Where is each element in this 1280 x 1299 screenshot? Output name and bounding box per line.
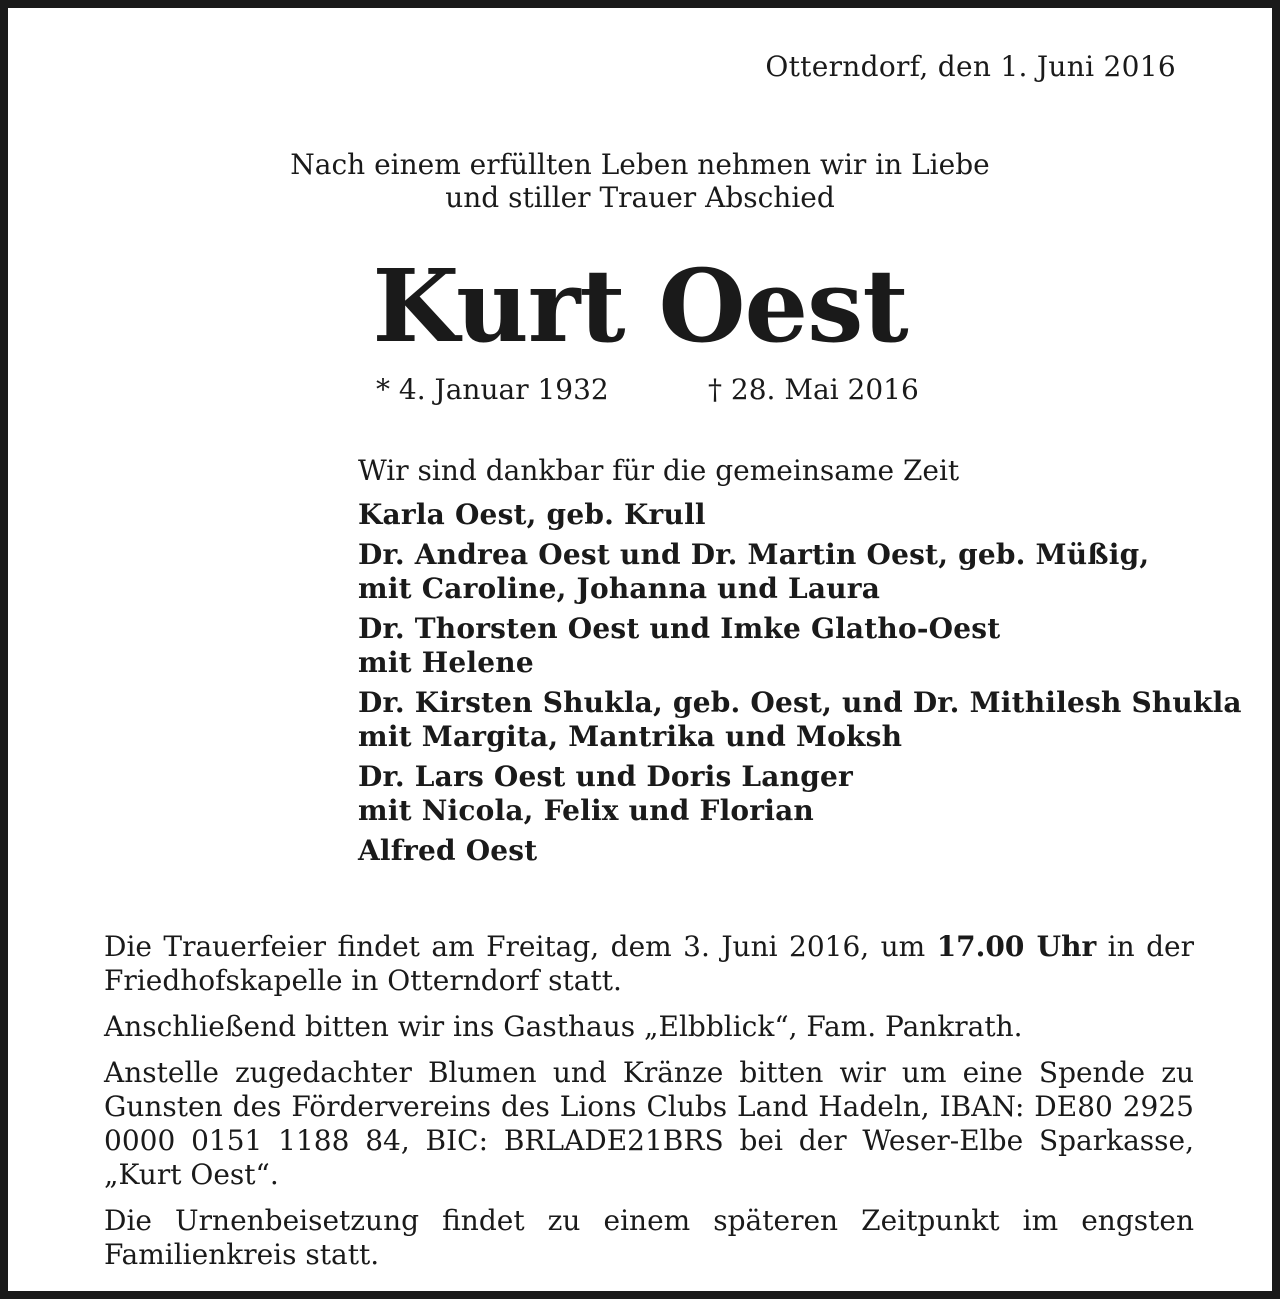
mourner-line: mit Helene — [358, 646, 534, 679]
mourner-line: mit Caroline, Johanna und Laura — [358, 572, 881, 605]
funeral-paragraph — [104, 930, 1194, 998]
burial-paragraph: Die Urnenbeisetzung findet zu einem späteren Zeitpunkt im engsten Familienkreis statt. — [104, 1204, 1194, 1271]
birth-date: * 4. Januar 1932 — [376, 373, 609, 406]
donation-paragraph: Anstelle zugedachter Blumen und Kränze bitten wir um eine Spende zu Gunsten des Fördervereins des Lions Clubs Land Hadeln, IBAN: DE80 2925 0000 0151 1188 84, BIC: BRLADE21BRS bei der Weser-Elbe Sparkasse, „Kurt Oest“. — [104, 1056, 1194, 1191]
intro-text — [8, 148, 1272, 214]
mourner-line: Karla Oest, geb. Krull — [358, 498, 706, 531]
funeral-text-before: Die Trauerfeier findet am Freitag, dem 3. Juni 2016, um — [104, 930, 937, 963]
mourner-line: mit Margita, Mantrika und Moksh — [358, 720, 903, 753]
deceased-name: Kurt Oest — [372, 247, 908, 365]
mourner-line: Dr. Kirsten Shukla, geb. Oest, und Dr. Mithilesh Shukla — [358, 686, 1242, 719]
dateline: Otterndorf, den 1. Juni 2016 — [765, 50, 1176, 83]
mourner-group — [358, 612, 1258, 680]
mourner-group — [358, 834, 1258, 868]
mourner-line: mit Nicola, Felix und Florian — [358, 794, 814, 827]
intro-line-2: und stiller Trauer Abschied — [445, 181, 835, 214]
ceremony-details — [104, 930, 1194, 1284]
mourner-group — [358, 760, 1258, 828]
funeral-time: 17.00 Uhr — [936, 930, 1097, 963]
mourner-group — [358, 538, 1258, 606]
mourner-group — [358, 686, 1258, 754]
mourner-line: Dr. Lars Oest und Doris Langer — [358, 760, 853, 793]
mourner-line: Alfred Oest — [358, 834, 538, 867]
mourner-line: Dr. Thorsten Oest und Imke Glatho-Oest — [358, 612, 1001, 645]
reception-paragraph: Anschließend bitten wir ins Gasthaus „Elbblick“, Fam. Pankrath. — [104, 1010, 1023, 1043]
death-date: † 28. Mai 2016 — [708, 373, 919, 406]
thanks-line: Wir sind dankbar für die gemeinsame Zeit — [358, 454, 960, 487]
mourner-group — [358, 498, 1258, 532]
funeral-text-after: in der Friedhofskapelle in Otterndorf statt. — [104, 930, 1195, 997]
mourner-line: Dr. Andrea Oest und Dr. Martin Oest, geb. Müßig, — [358, 538, 1150, 571]
intro-line-1: Nach einem erfüllten Leben nehmen wir in Liebe — [290, 148, 990, 181]
mourners-list — [358, 454, 1258, 874]
